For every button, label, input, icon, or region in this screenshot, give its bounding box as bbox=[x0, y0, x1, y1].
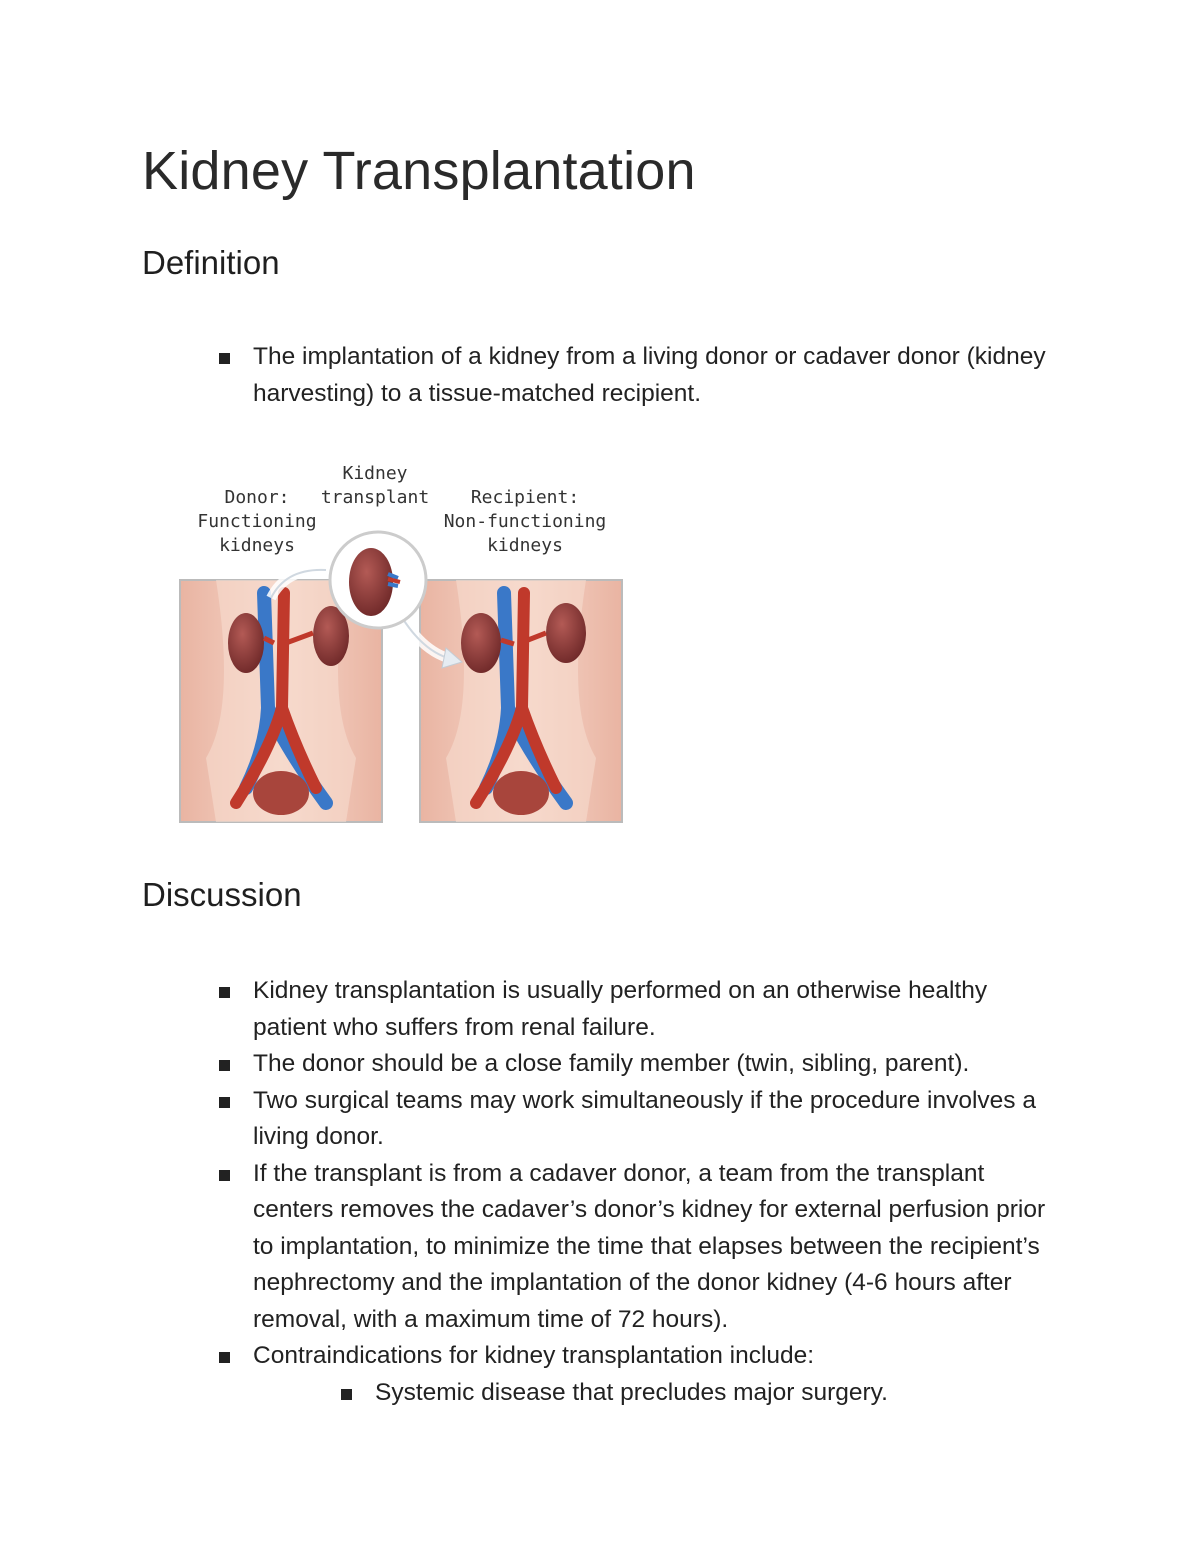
bullet-square-icon bbox=[219, 1097, 230, 1108]
transplant-label: Kidney transplant bbox=[320, 463, 430, 508]
definition-heading: Definition bbox=[142, 244, 280, 281]
sub-list-item bbox=[0, 1375, 1075, 1412]
list-item-text: Two surgical teams may work simultaneously if the procedure involves a living donor. bbox=[253, 1086, 1036, 1150]
list-item-text: Contraindications for kidney transplantation include: bbox=[253, 1342, 815, 1369]
discussion-list bbox=[0, 973, 1075, 1411]
discussion-heading: Discussion bbox=[142, 876, 302, 913]
bullet-square-icon bbox=[219, 987, 230, 998]
page-title: Kidney Transplantation bbox=[142, 141, 696, 201]
definition-list bbox=[0, 339, 1053, 412]
list-item bbox=[0, 339, 1053, 412]
kidney-transplant-illustration bbox=[176, 458, 628, 828]
bullet-square-icon bbox=[219, 353, 230, 364]
bullet-square-icon bbox=[219, 1352, 230, 1363]
recipient-label: Recipient: Non-functioning kidneys bbox=[443, 487, 607, 556]
list-item bbox=[0, 1083, 1053, 1156]
anatomy-drawing bbox=[176, 458, 628, 828]
recipient-panel bbox=[420, 580, 622, 822]
list-item bbox=[0, 1338, 1053, 1375]
list-item-text: If the transplant is from a cadaver donor, a team from the transplant centers removes the cadaver’s donor’s kidney for external perfusion prior to implantation, to minimize the time that elapses between the recipient’s nephrectomy and the implantation of the donor kidney (4-6 hours after removal, with a maximum time of 72 hours). bbox=[253, 1159, 1046, 1333]
list-item-text: Systemic disease that precludes major surgery. bbox=[375, 1378, 888, 1406]
bullet-square-icon bbox=[219, 1060, 230, 1071]
list-item-text: Kidney transplantation is usually performed on an otherwise healthy patient who suffers from renal failure. bbox=[253, 977, 988, 1041]
list-item-text: The implantation of a kidney from a living donor or cadaver donor (kidney harvesting) to a tissue-matched recipient. bbox=[253, 343, 1046, 407]
transplant-kidney-circle bbox=[330, 532, 426, 628]
bullet-square-icon bbox=[341, 1389, 352, 1400]
list-item bbox=[0, 1046, 1053, 1083]
list-item bbox=[0, 973, 1053, 1046]
donor-label: Donor: Functioning kidneys bbox=[197, 487, 317, 556]
list-item-text: The donor should be a close family member (twin, sibling, parent). bbox=[253, 1050, 970, 1077]
list-item bbox=[0, 1156, 1053, 1339]
bullet-square-icon bbox=[219, 1170, 230, 1181]
